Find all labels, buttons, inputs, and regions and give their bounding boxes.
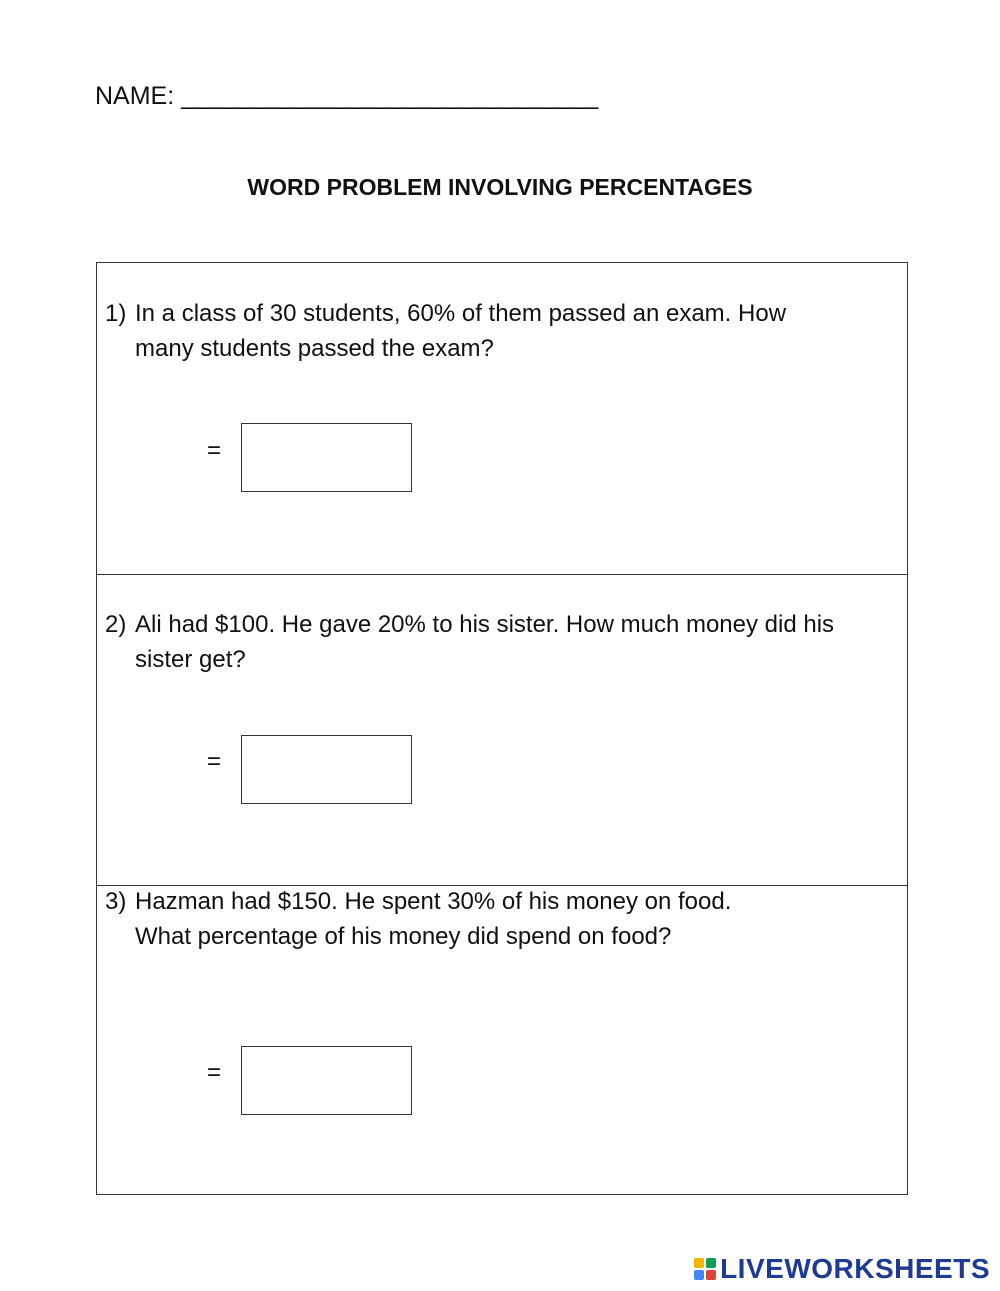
question-number: 3) [105, 888, 127, 915]
equals-sign: = [207, 437, 222, 464]
answer-input-3[interactable] [241, 1046, 412, 1115]
logo-block [706, 1270, 716, 1280]
logo-text: LIVEWORKSHEETS [720, 1253, 990, 1284]
question-number: 1) [105, 300, 127, 327]
logo-block [694, 1270, 704, 1280]
logo-block [706, 1258, 716, 1268]
question-text-2 [105, 607, 901, 677]
question-line: In a class of 30 students, 60% of them passed an exam. How [135, 300, 787, 327]
name-label: NAME: [95, 82, 175, 110]
answer-input-1[interactable] [241, 423, 412, 492]
question-line: sister get? [135, 646, 246, 673]
liveworksheets-logo [694, 1254, 990, 1284]
question-cell-3 [97, 885, 907, 1194]
question-table [96, 262, 908, 1195]
question-line: What percentage of his money did spend on food? [135, 923, 672, 950]
logo-blocks-icon [694, 1258, 716, 1280]
logo-block [694, 1258, 704, 1268]
equals-sign: = [207, 1059, 222, 1086]
question-cell-2 [97, 574, 907, 885]
worksheet-title: WORD PROBLEM INVOLVING PERCENTAGES [247, 174, 753, 200]
question-text-1 [105, 296, 901, 366]
question-number: 2) [105, 611, 127, 638]
question-cell-1 [97, 263, 907, 574]
name-field-row [95, 80, 598, 112]
answer-input-2[interactable] [241, 735, 412, 804]
question-line: Ali had $100. He gave 20% to his sister. How much money did his [135, 611, 835, 638]
question-text-3 [105, 884, 901, 954]
name-blank-line[interactable]: ______________________________ [181, 82, 599, 110]
question-line: Hazman had $150. He spent 30% of his money on food. [135, 888, 732, 915]
equals-sign: = [207, 748, 222, 775]
question-line: many students passed the exam? [135, 335, 494, 362]
